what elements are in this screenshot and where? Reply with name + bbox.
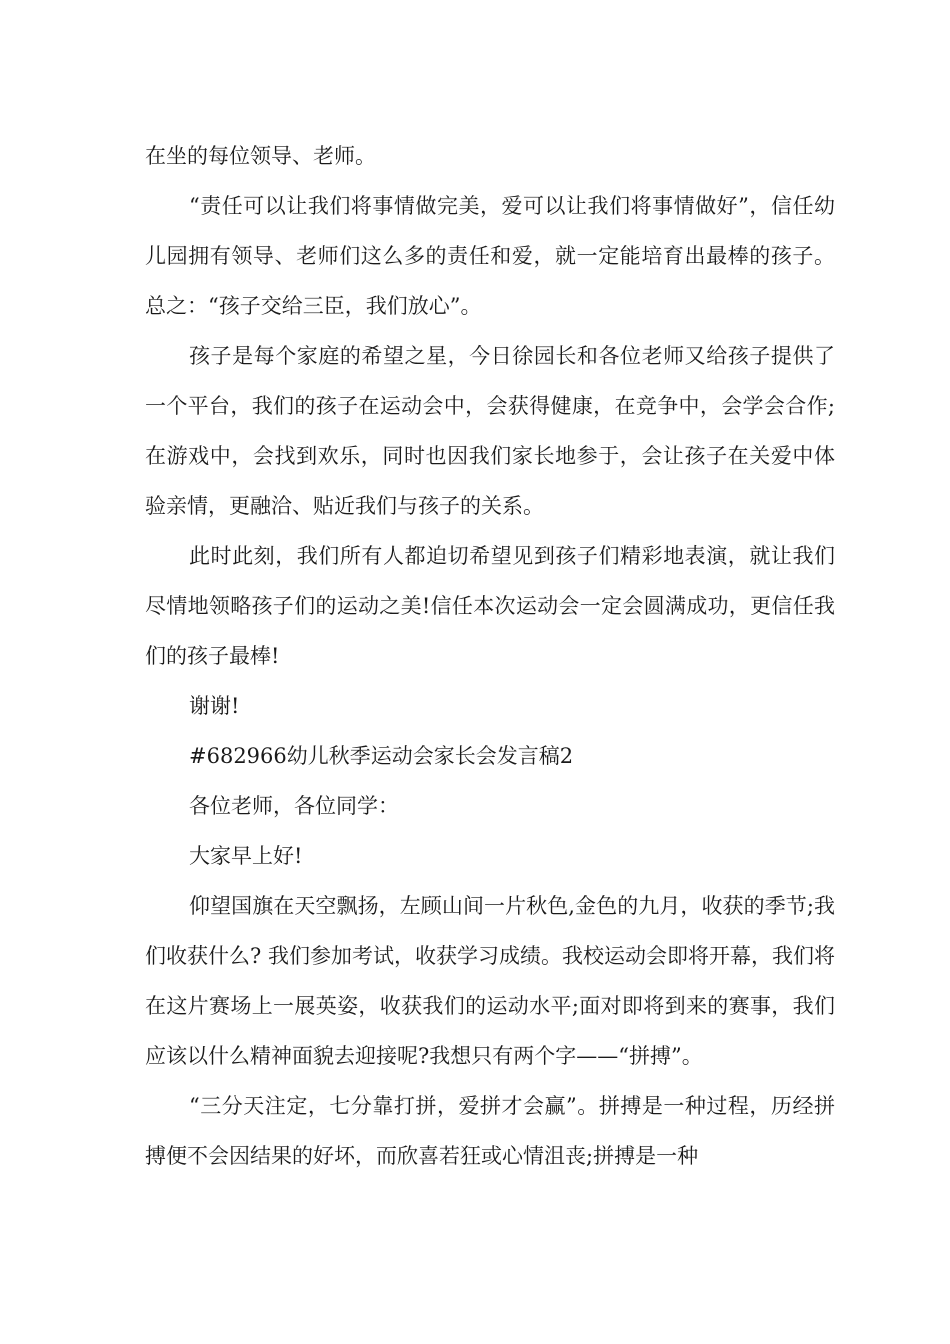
paragraph-good-morning: 大家早上好! — [189, 844, 303, 868]
paragraph-flag: 仰望国旗在天空飘扬，左顾山间一片秋色,金色的九月，收获的季节;我们收获什么? 我们参加考试，收获学习成绩。我校运动会即将开幕，我们将在这片赛场上一展英姿，收获我们的运动水平;面对即将到来的赛事，我们应该以什么精神面貌去迎接呢?我想只有两个字——“拼搏”。 — [145, 894, 835, 1068]
paragraph-this-moment: 此时此刻，我们所有人都迫切希望见到孩子们精彩地表演，就让我们尽情地领略孩子们的运动之美!信任本次运动会一定会圆满成功，更信任我们的孩子最棒! — [145, 544, 835, 668]
paragraph-hope-star: 孩子是每个家庭的希望之星，今日徐园长和各位老师又给孩子提供了一个平台，我们的孩子在运动会中，会获得健康，在竞争中，会学会合作;在游戏中，会找到欢乐，同时也因我们家长地参于，会让孩子在关爱中体验亲情，更融洽、贴近我们与孩子的关系。 — [145, 344, 835, 518]
speech-heading: #682966幼儿秋季运动会家长会发言稿2 — [189, 744, 574, 768]
paragraph-responsibility-quote: “责任可以让我们将事情做完美，爱可以让我们将事情做好”，信任幼儿园拥有领导、老师们这么多的责任和爱，就一定能培育出最棒的孩子。总之：“孩子交给三臣，我们放心”。 — [145, 194, 835, 318]
paragraph-thanks: 谢谢! — [189, 694, 240, 718]
document-body — [145, 131, 835, 1181]
paragraph-greeting-teachers: 各位老师，各位同学： — [189, 794, 399, 818]
paragraph-continuation: 在坐的每位领导、老师。 — [145, 144, 376, 168]
paragraph-struggle: “三分天注定，七分靠打拼，爱拼才会赢”。拼搏是一种过程，历经拼搏便不会因结果的好坏，而欣喜若狂或心情沮丧;拼搏是一种 — [145, 1094, 835, 1168]
